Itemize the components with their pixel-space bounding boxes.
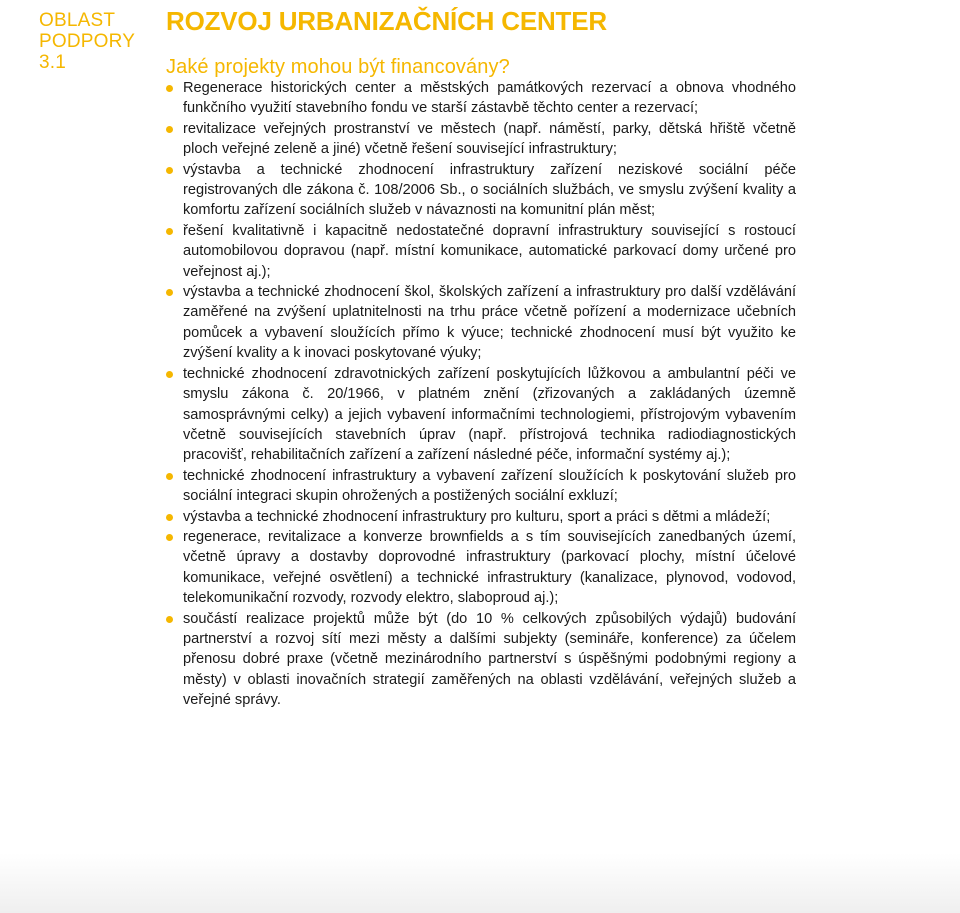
- list-item-text: výstavba a technické zhodnocení infrastruktury pro kulturu, sport a práci s dětmi a mládeží;: [183, 508, 771, 525]
- main-content: [166, 6, 796, 711]
- bullet-icon: [166, 534, 173, 541]
- bullet-icon: [166, 514, 173, 521]
- list-item-text: součástí realizace projektů může být (do 10 % celkových způsobilých výdajů) budování partnerství a rozvoj sítí mezi městy a dalšími subjekty (semináře, konference) za účelem přenosu dobré praxe (včetně mezinárodního partnerství s úspěšnými podobnými regiony a městy) v oblasti inovačních strategií zaměřených na oblasti vzdělávání, veřejných služeb a veřejné správy.: [183, 610, 796, 709]
- list-item: [166, 364, 796, 466]
- list-item: [166, 160, 796, 221]
- section-label: [39, 10, 149, 73]
- bullet-icon: [166, 371, 173, 378]
- bullet-icon: [166, 126, 173, 133]
- list-item: [166, 119, 796, 160]
- list-item-text: technické zhodnocení infrastruktury a vybavení zařízení sloužících k poskytování služeb pro sociální integraci skupin ohrožených a postižených sociální exkluzí;: [183, 467, 796, 505]
- bullet-icon: [166, 85, 173, 92]
- list-item-text: revitalizace veřejných prostranství ve městech (např. náměstí, parky, dětská hřiště včetně ploch veřejné zeleně a jiné) včetně řešení související infrastruktury;: [183, 120, 796, 158]
- page-title: ROZVOJ URBANIZAČNÍCH CENTER: [166, 6, 607, 36]
- project-list: [166, 78, 796, 711]
- list-item-text: Regenerace historických center a městských památkových rezervací a obnova vhodného funkčního využití stavebního fondu ve starší zástavbě těchto center a rezervací;: [183, 80, 796, 117]
- list-item: [166, 609, 796, 711]
- section-label-number: 3.1: [39, 52, 67, 73]
- section-label-line-1: OBLAST: [39, 10, 116, 31]
- list-item-text: výstavba a technické zhodnocení infrastruktury zařízení neziskové sociální péče registrovaných dle zákona č. 108/2006 Sb., o sociálních službách, ve smyslu zvýšení kvality a komfortu zařízení sociálních služeb v návaznosti na komunitní plán měst;: [183, 161, 796, 219]
- list-item: [166, 221, 796, 282]
- section-label-line-2: PODPORY: [39, 31, 136, 52]
- bullet-icon: [166, 289, 173, 296]
- bullet-icon: [166, 167, 173, 174]
- list-item-text: řešení kvalitativně i kapacitně nedostatečné dopravní infrastruktury související s rostoucí automobilovou dopravou (např. místní komunikace, automatické parkovací domy určené pro veřejnost aj.);: [183, 222, 796, 280]
- list-item: [166, 527, 796, 609]
- section-heading: Jaké projekty mohou být financovány?: [166, 56, 510, 78]
- list-item: [166, 507, 796, 527]
- bullet-icon: [166, 228, 173, 235]
- list-item-text: výstavba a technické zhodnocení škol, školských zařízení a infrastruktury pro další vzdělávání zaměřené na zvýšení uplatnitelnosti na trhu práce včetně pořízení a modernizace učebních pomůcek a vybavení sloužících přímo k výuce; technické zhodnocení musí být využito ke zvýšení kvality a k inovaci poskytované výuky;: [183, 284, 796, 362]
- page-bottom-shade: [0, 853, 960, 913]
- list-item-text: regenerace, revitalizace a konverze brownfields a s tím souvisejících zanedbaných území, včetně úpravy a dostavby doprovodné infrastruktury (parkovací plochy, místní účelové komunikace, veřejné osvětlení) a technické infrastruktury (kanalizace, plynovod, vodovod, telekomunikační rozvody, rozvody elektro, slaboproud aj.);: [183, 528, 796, 607]
- list-item: [166, 466, 796, 507]
- list-item: [166, 78, 796, 119]
- bullet-icon: [166, 473, 173, 480]
- list-item: [166, 282, 796, 364]
- bullet-icon: [166, 616, 173, 623]
- list-item-text: technické zhodnocení zdravotnických zařízení poskytujících lůžkovou a ambulantní péči ve smyslu zákona č. 20/1966, v platném znění (zřizovaných a zakládaných územně samosprávnými celky) a jejich vybavení informačními technologiemi, přístrojovým vybavením včetně souvisejících stavebních úprav (např. přístrojová technika radiodiagnostických pracovišť, rehabilitačních zařízení a zařízení následné péče, informační systémy aj.);: [183, 365, 796, 464]
